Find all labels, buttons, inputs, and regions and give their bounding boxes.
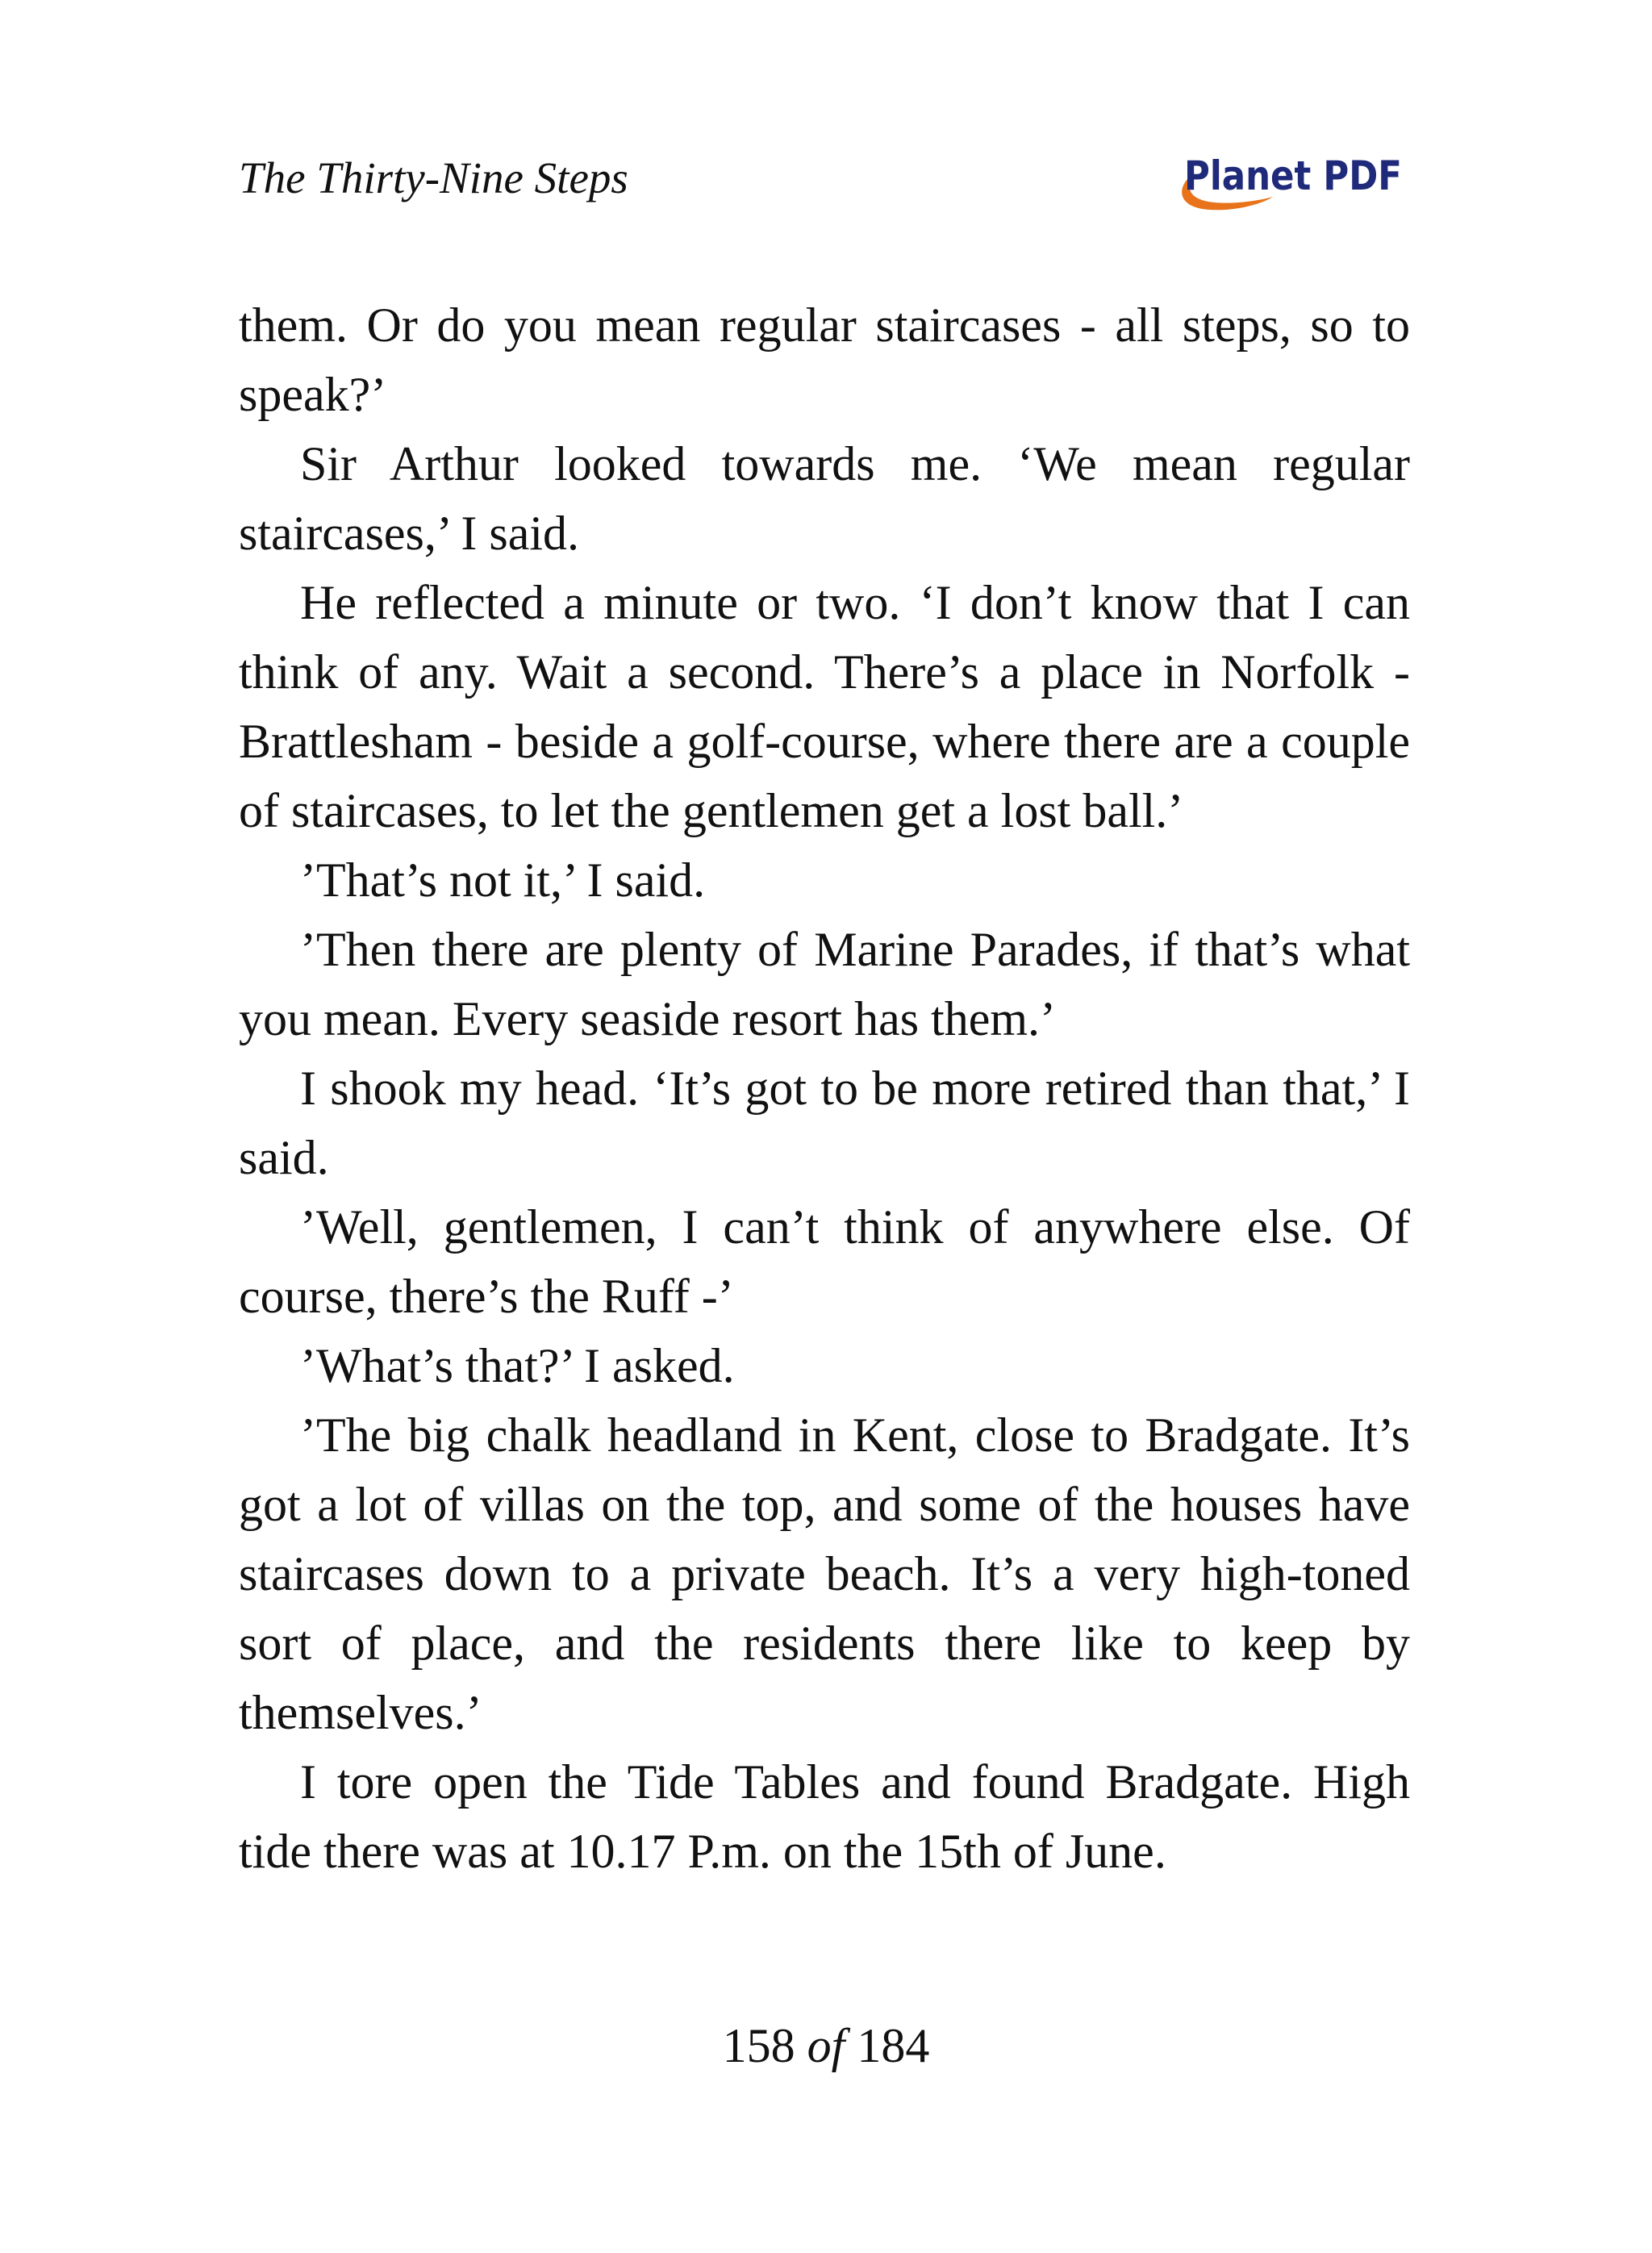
paragraph: He reflected a minute or two. ‘I don’t know that I can think of any. Wait a second. There’s a place in Norfolk - Brattlesham - beside a golf-course, where there are a couple of staircases, to let the gentlemen get a lost ball.’ [239, 576, 1410, 837]
paragraph: ’That’s not it,’ I said. [300, 853, 706, 907]
logo-text: Planet PDF [1184, 152, 1402, 199]
page-number [0, 2011, 1652, 2080]
paragraph: I shook my head. ‘It’s got to be more retired than that,’ I said. [239, 1062, 1410, 1184]
paragraph: them. Or do you mean regular staircases - all steps, so to speak?’ [239, 298, 1410, 421]
paragraph: ’Then there are plenty of Marine Parades, if that’s what you mean. Every seaside resort has them.’ [239, 923, 1410, 1045]
body-text [239, 290, 1410, 1886]
paragraph: ’The big chalk headland in Kent, close to Bradgate. It’s got a lot of villas on the top, and some of the houses have staircases down to a private beach. It’s a very high-toned sort of place, and the residents there like to keep by themselves.’ [239, 1408, 1410, 1739]
current-page: 158 [722, 2019, 795, 2072]
paragraph: ’Well, gentlemen, I can’t think of anywhere else. Of course, there’s the Ruff -’ [239, 1200, 1410, 1323]
running-title: The Thirty-Nine Steps [239, 153, 628, 202]
total-pages: 184 [857, 2019, 930, 2072]
planet-pdf-logo-icon [1168, 145, 1410, 218]
paragraph: I tore open the Tide Tables and found Bradgate. High tide there was at 10.17 P.m. on the 15th of June. [239, 1755, 1410, 1878]
planet-pdf-logo [1168, 145, 1410, 218]
page-of-word: of [807, 2019, 845, 2072]
paragraph: ’What’s that?’ I asked. [300, 1339, 735, 1392]
page-header [239, 145, 1410, 218]
paragraph: Sir Arthur looked towards me. ‘We mean regular staircases,’ I said. [239, 437, 1410, 560]
